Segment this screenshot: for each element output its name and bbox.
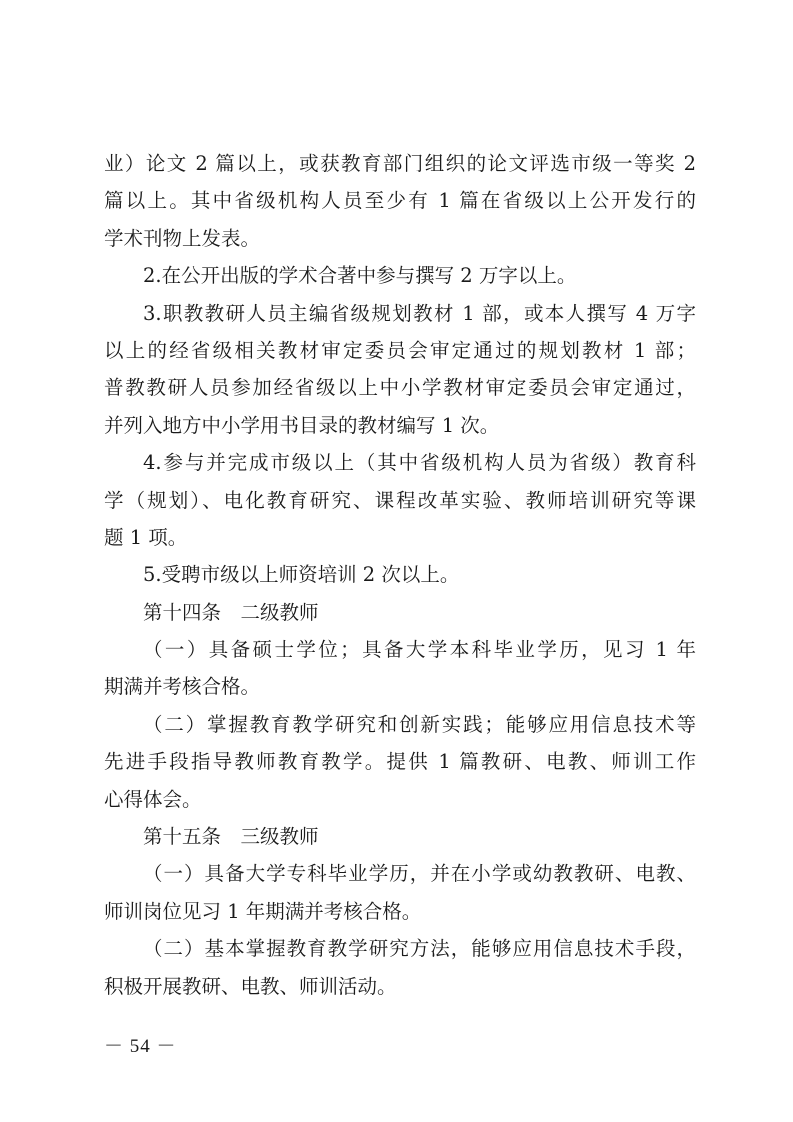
paragraph-line: 4.参与并完成市级以上（其中省级机构人员为省级）教育科 [143, 451, 696, 475]
paragraph-line: 学（规划）、电化教育研究、课程改革实验、教师培训研究等课 [104, 488, 696, 512]
paragraph-line: 并列入地方中小学用书目录的教材编写 1 次。 [104, 413, 500, 437]
article-heading: 第十四条 二级教师 [143, 600, 319, 624]
body-text [104, 145, 696, 1005]
paragraph-line: 业）论文 2 篇以上，或获教育部门组织的论文评选市级一等奖 2 [104, 152, 696, 175]
paragraph-line: 2.在公开出版的学术合著中参与撰写 2 万字以上。 [143, 264, 577, 288]
paragraph-line: 3.职教教研人员主编省级规划教材 1 部，或本人撰写 4 万字 [143, 301, 696, 325]
page-number: － 54 － [104, 1036, 177, 1057]
paragraph-line: （二）掌握教育教学研究和创新实践；能够应用信息技术等 [143, 712, 696, 736]
paragraph-line: 先进手段指导教师教育教学。提供 1 篇教研、电教、师训工作 [104, 750, 696, 774]
paragraph-line: 期满并考核合格。 [104, 675, 261, 699]
paragraph-line: （一）具备大学专科毕业学历，并在小学或幼教教研、电教、 [143, 862, 696, 886]
article-heading: 第十五条 三级教师 [143, 825, 319, 849]
paragraph-line: （二）基本掌握教育教学研究方法，能够应用信息技术手段， [143, 937, 696, 961]
paragraph-line: 5.受聘市级以上师资培训 2 次以上。 [143, 563, 460, 587]
paragraph-line: 题 1 项。 [104, 525, 188, 549]
paragraph-line: 积极开展教研、电教、师训活动。 [104, 974, 397, 998]
paragraph-line: 师训岗位见习 1 年期满并考核合格。 [104, 899, 422, 923]
paragraph-line: 心得体会。 [104, 787, 202, 811]
paragraph-line: 篇以上。其中省级机构人员至少有 1 篇在省级以上公开发行的 [104, 189, 696, 213]
paragraph-line: 学术刊物上发表。 [104, 226, 261, 250]
paragraph-line: （一）具备硕士学位；具备大学本科毕业学历，见习 1 年 [143, 638, 696, 662]
paragraph-line: 普教教研人员参加经省级以上中小学教材审定委员会审定通过， [104, 376, 696, 400]
paragraph-line: 以上的经省级相关教材审定委员会审定通过的规划教材 1 部； [104, 338, 696, 362]
